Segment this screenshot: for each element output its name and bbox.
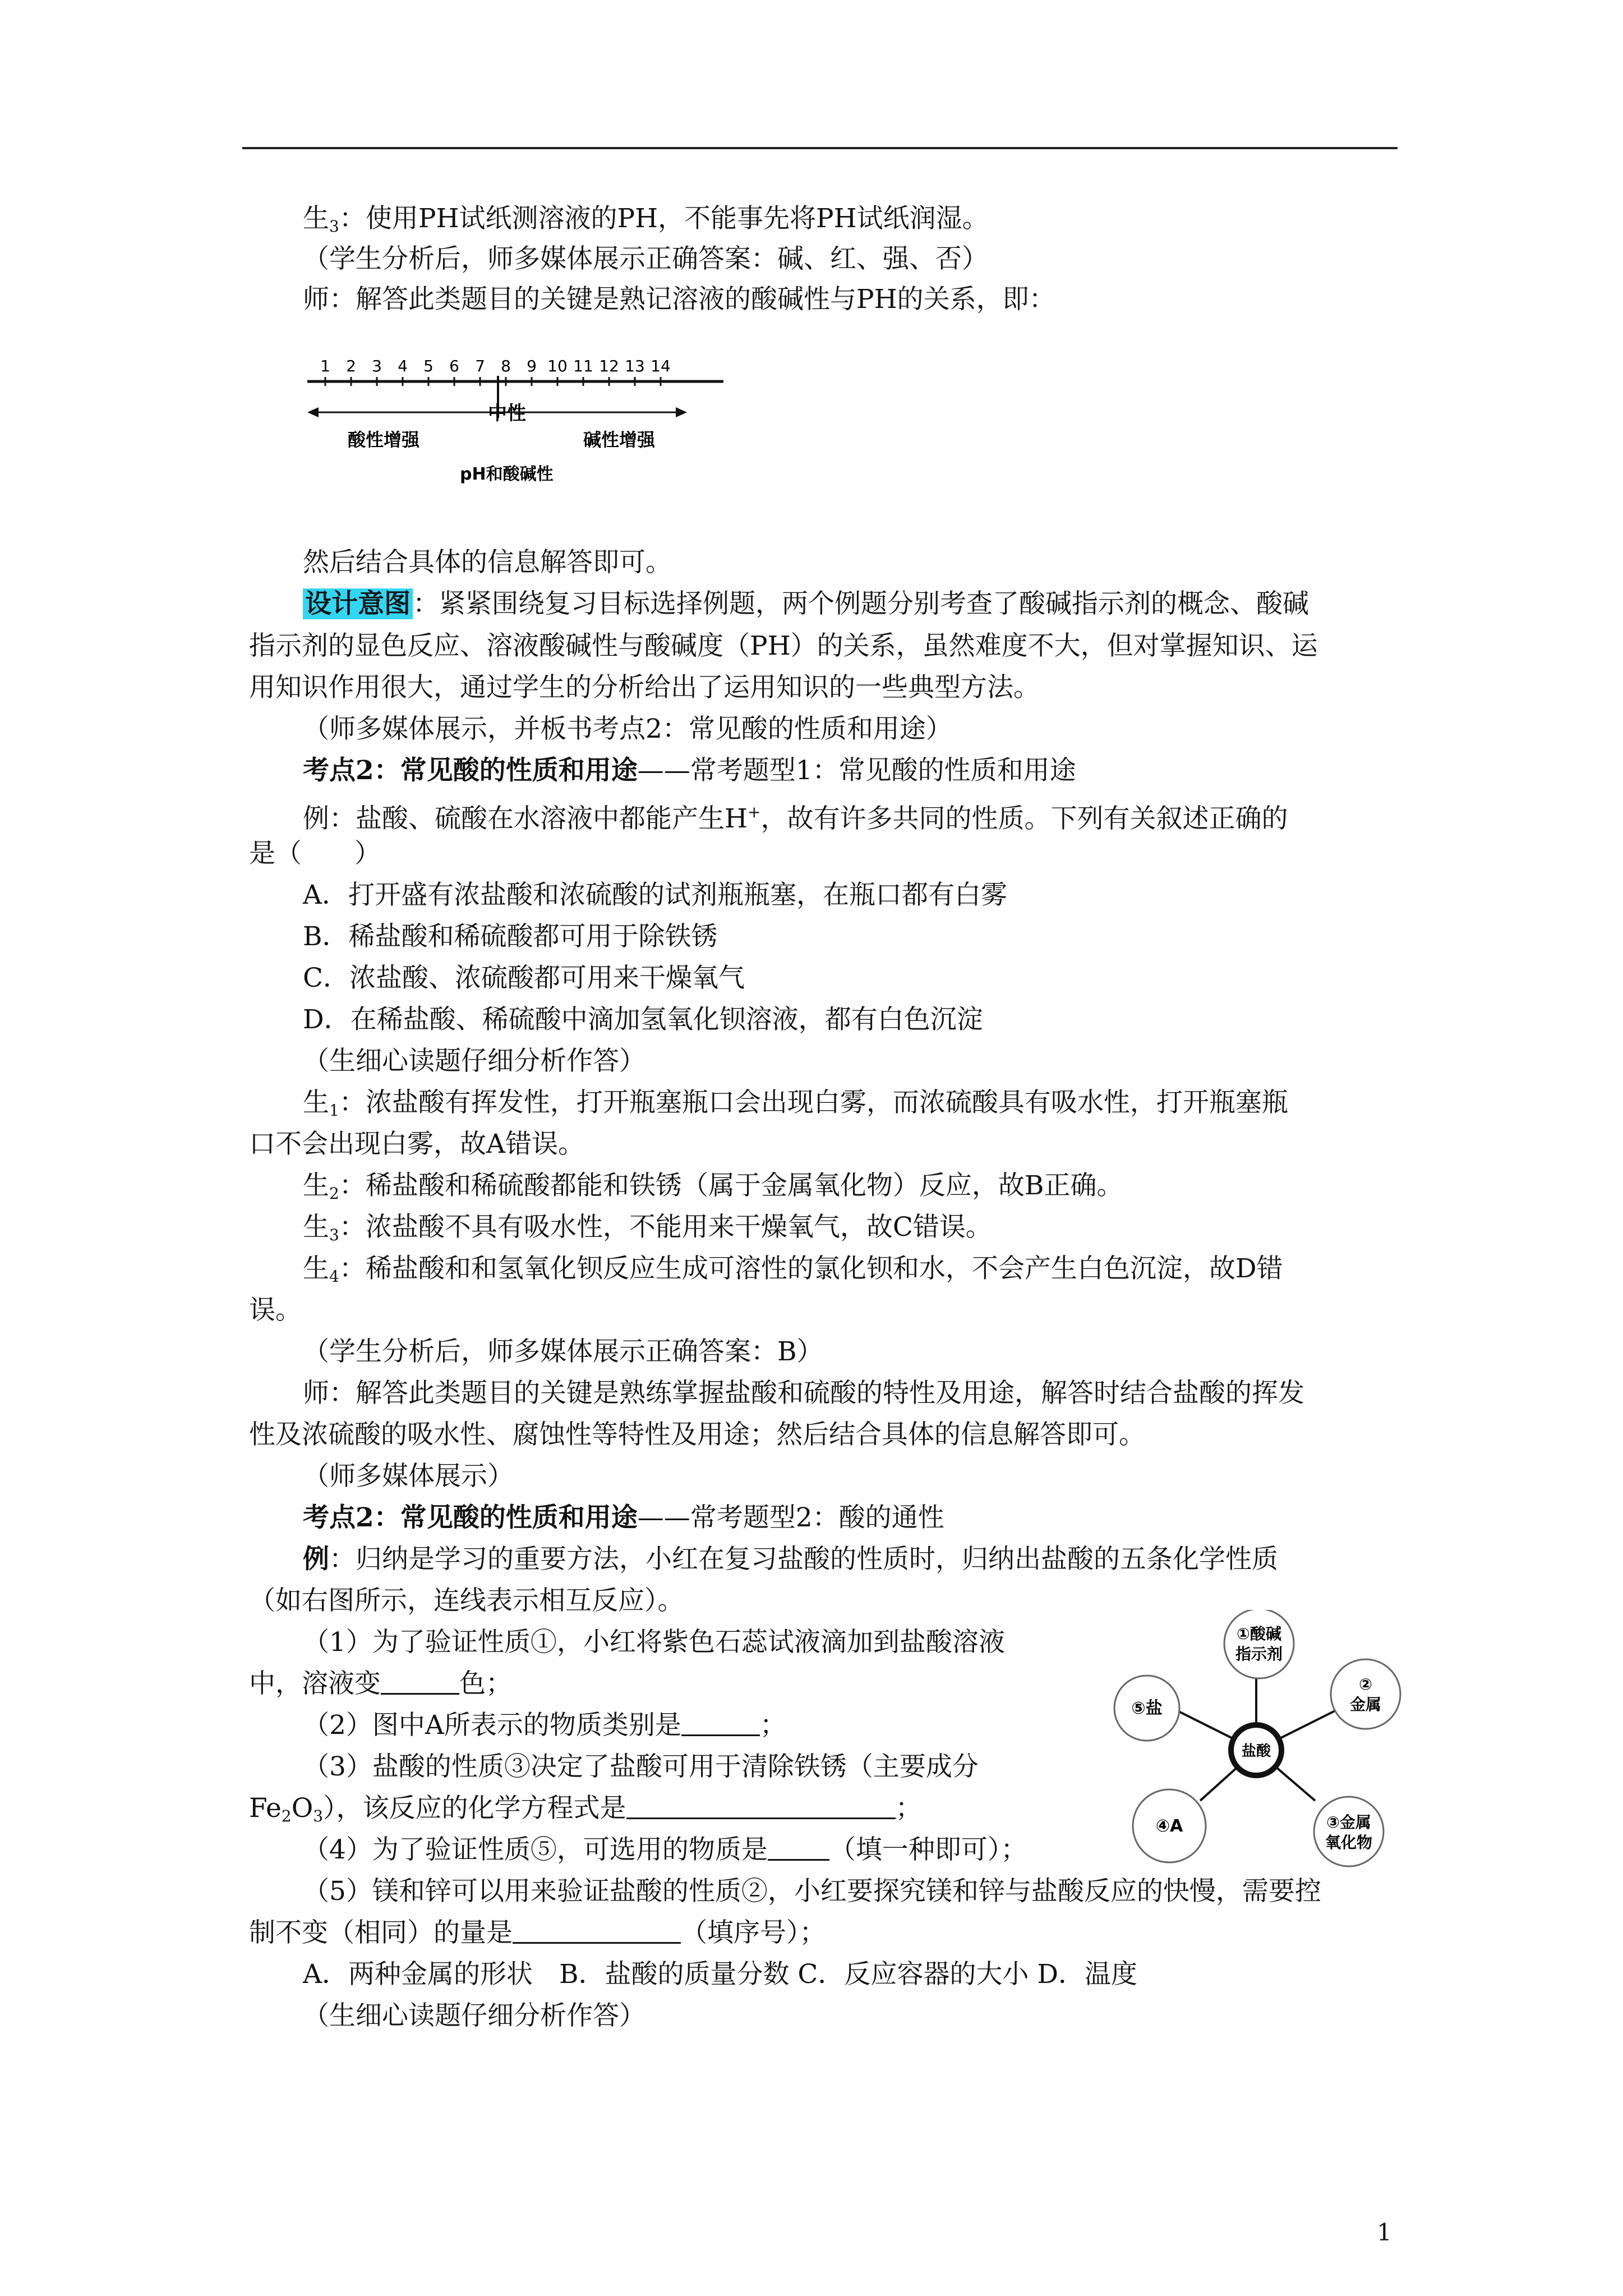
text-line: 考点2：常见酸的性质和用途——常考题型2：酸的通性 bbox=[303, 1502, 944, 1533]
text-line: 生$_2$：稀盐酸和稀硫酸都能和铁锈（属于金属氧化物）反应，故B正确。 bbox=[303, 1170, 1123, 1203]
svg-text:盐酸: 盐酸 bbox=[1241, 1743, 1271, 1760]
text-line: 然后结合具体的信息解答即可。 bbox=[303, 547, 672, 578]
ph-tick-label: 10 bbox=[547, 357, 568, 375]
text-line: 例：盐酸、硫酸在水溶液中都能产生H+，故有许多共同的性质。下列有关叙述正确的 bbox=[303, 803, 1288, 834]
text-line: 指示剂的显色反应、溶液酸碱性与酸碱度（PH）的关系，虽然难度不大，但对掌握知识、运 bbox=[249, 631, 1318, 661]
ph-tick-label: 2 bbox=[346, 357, 356, 375]
base-label: 碱性增强 bbox=[583, 429, 656, 450]
ph-tick-label: 7 bbox=[475, 357, 485, 375]
text-line: 生$_3$：浓盐酸不具有吸水性，不能用来干燥氧气，故C错误。 bbox=[303, 1212, 992, 1244]
text-line: （学生分析后，师多媒体展示正确答案：B） bbox=[303, 1336, 823, 1367]
ph-tick-label: 3 bbox=[372, 357, 382, 375]
svg-text:①酸碱: ①酸碱 bbox=[1237, 1625, 1281, 1643]
text-line: （生细心读题仔细分析作答） bbox=[303, 1046, 645, 1076]
svg-text:指示剂: 指示剂 bbox=[1235, 1645, 1283, 1663]
ph-tick-label: 12 bbox=[599, 357, 619, 375]
page-number: 1 bbox=[1377, 2219, 1392, 2246]
text-line: 用知识作用很大，通过学生的分析给出了运用知识的一些典型方法。 bbox=[249, 672, 1040, 703]
ph-scale-figure bbox=[303, 353, 740, 488]
option-d: D．在稀盐酸、稀硫酸中滴加氢氧化钡溶液，都有白色沉淀 bbox=[303, 1004, 983, 1035]
text-line: （生细心读题仔细分析作答） bbox=[303, 2000, 645, 2031]
svg-text:氧化物: 氧化物 bbox=[1325, 1833, 1373, 1852]
ph-tick-label: 9 bbox=[527, 357, 537, 375]
option-b: B．稀盐酸和稀硫酸都可用于除铁锈 bbox=[303, 921, 718, 952]
text-line: 设计意图：紧紧围绕复习目标选择例题，两个例题分别考查了酸碱指示剂的概念、酸碱 bbox=[303, 587, 1309, 621]
svg-text:②: ② bbox=[1359, 1675, 1372, 1694]
ph-tick-label: 14 bbox=[651, 357, 671, 375]
text-line: （4）为了验证性质⑤，可选用的物质是 （填一种即可）； bbox=[303, 1834, 1027, 1865]
text-line: A．两种金属的形状 B．盐酸的质量分数 C．反应容器的大小 D．温度 bbox=[303, 1959, 1138, 1990]
ph-tick-label: 6 bbox=[449, 357, 459, 375]
right-arrow-icon bbox=[676, 407, 687, 417]
ph-caption: pH和酸碱性 bbox=[460, 464, 554, 484]
ph-tick-label: 8 bbox=[501, 357, 511, 375]
text-line: （1）为了验证性质①，小红将紫色石蕊试液滴加到盐酸溶液 bbox=[303, 1627, 1005, 1658]
text-line: （5）镁和锌可以用来验证盐酸的性质②，小红要探究镁和锌与盐酸反应的快慢，需要控 bbox=[303, 1876, 1321, 1907]
svg-text:③金属: ③金属 bbox=[1326, 1813, 1371, 1832]
answer-blank bbox=[681, 1710, 760, 1736]
text-line: 性及浓硫酸的吸水性、腐蚀性等特性及用途；然后结合具体的信息解答即可。 bbox=[249, 1419, 1145, 1450]
text-line: （师多媒体展示，并板书考点2：常见酸的性质和用途） bbox=[303, 714, 952, 744]
neutral-label: 中性 bbox=[488, 402, 526, 425]
text-line: 考点2：常见酸的性质和用途——常考题型1：常见酸的性质和用途 bbox=[303, 755, 1076, 786]
text-line: $Fe_2O_3$），该反应的化学方程式是 ； bbox=[249, 1793, 922, 1825]
acid-label: 酸性增强 bbox=[348, 429, 420, 450]
text-line: 制不变（相同）的量是 （填序号）； bbox=[249, 1917, 826, 1948]
text-line: （如右图所示，连线表示相互反应）。 bbox=[249, 1585, 684, 1616]
text-line: （2）图中A所表示的物质类别是 ； bbox=[303, 1710, 786, 1741]
answer-blank bbox=[513, 1917, 681, 1944]
text-line: 例：归纳是学习的重要方法，小红在复习盐酸的性质时，归纳出盐酸的五条化学性质 bbox=[303, 1544, 1278, 1575]
ph-tick-label: 13 bbox=[625, 357, 645, 375]
text-line: （师多媒体展示） bbox=[303, 1461, 514, 1492]
text-line: 误。 bbox=[249, 1295, 302, 1326]
text-line: 口不会出现白雾，故A错误。 bbox=[249, 1129, 584, 1159]
ph-tick-label: 4 bbox=[398, 357, 408, 375]
ph-tick-label: 11 bbox=[573, 357, 593, 375]
left-arrow-icon bbox=[307, 407, 319, 417]
svg-text:金属: 金属 bbox=[1349, 1695, 1382, 1714]
text-line: 是（ ） bbox=[249, 838, 381, 869]
header-rule bbox=[242, 147, 1398, 149]
text-line: 生$_3$：使用PH试纸测溶液的PH，不能事先将PH试纸润湿。 bbox=[303, 203, 989, 236]
text-line: （3）盐酸的性质③决定了盐酸可用于清除铁锈（主要成分 bbox=[303, 1751, 979, 1782]
text-line: （学生分析后，师多媒体展示正确答案：碱、红、强、否） bbox=[303, 243, 988, 274]
text-line: 生$_4$：稀盐酸和和氢氧化钡反应生成可溶性的氯化钡和水，不会产生白色沉淀，故D错 bbox=[303, 1253, 1283, 1286]
acid-properties-diagram bbox=[1099, 1610, 1413, 1868]
text-line: 师：解答此类题目的关键是熟记溶液的酸碱性与PH的关系，即： bbox=[303, 284, 1055, 315]
svg-text:⑤盐: ⑤盐 bbox=[1131, 1699, 1163, 1718]
option-c: C．浓盐酸、浓硫酸都可用来干燥氧气 bbox=[303, 963, 745, 993]
ph-tick-label: 5 bbox=[423, 357, 434, 375]
ph-tick-label: 1 bbox=[320, 357, 330, 375]
text-line: 师：解答此类题目的关键是熟练掌握盐酸和硫酸的特性及用途，解答时结合盐酸的挥发 bbox=[303, 1378, 1304, 1409]
option-a: A．打开盛有浓盐酸和浓硫酸的试剂瓶瓶塞，在瓶口都有白雾 bbox=[303, 880, 1007, 910]
answer-blank bbox=[768, 1834, 829, 1861]
answer-blank bbox=[381, 1668, 459, 1695]
text-line: 中，溶液变 色； bbox=[249, 1668, 512, 1699]
text-line: 生$_1$：浓盐酸有挥发性，打开瓶塞瓶口会出现白雾，而浓硫酸具有吸水性，打开瓶塞瓶 bbox=[303, 1087, 1288, 1120]
svg-text:④A: ④A bbox=[1155, 1816, 1183, 1836]
design-intent-tag: 设计意图 bbox=[303, 588, 413, 619]
answer-blank bbox=[626, 1793, 896, 1819]
